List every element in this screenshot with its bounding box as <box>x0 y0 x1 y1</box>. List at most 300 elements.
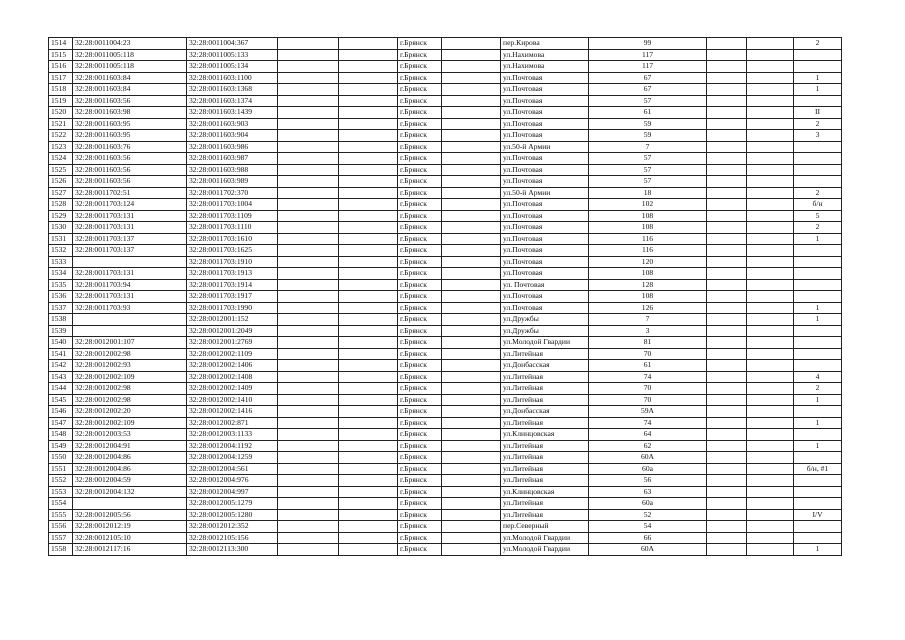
empty-cell <box>442 544 501 556</box>
row-number: 1555 <box>49 509 73 521</box>
city-cell: г.Брянск <box>398 452 442 464</box>
empty-cell <box>278 440 339 452</box>
cadastral-number: 32:28:0011603:903 <box>187 118 278 130</box>
city-cell: г.Брянск <box>398 302 442 314</box>
house-number-cell: 117 <box>589 61 707 73</box>
house-number-cell: 62 <box>589 440 707 452</box>
empty-cell <box>278 118 339 130</box>
table-row <box>49 417 842 429</box>
building-cell: 1 <box>794 302 842 314</box>
parent-cadastral-number: 32:28:0011005:118 <box>73 49 187 61</box>
city-cell: г.Брянск <box>398 544 442 556</box>
empty-cell <box>278 348 339 360</box>
street-cell: ул.Почтовая <box>501 210 589 222</box>
building-cell: 1 <box>794 394 842 406</box>
city-cell: г.Брянск <box>398 141 442 153</box>
building-cell: б/н <box>794 199 842 211</box>
row-number: 1537 <box>49 302 73 314</box>
empty-cell <box>339 256 398 268</box>
empty-cell <box>339 118 398 130</box>
empty-cell <box>707 475 747 487</box>
empty-cell <box>339 61 398 73</box>
building-cell: 1 <box>794 440 842 452</box>
empty-cell <box>707 141 747 153</box>
empty-cell <box>339 440 398 452</box>
empty-cell <box>707 498 747 510</box>
city-cell: г.Брянск <box>398 210 442 222</box>
row-number: 1526 <box>49 176 73 188</box>
parent-cadastral-number: 32:28:0012001:107 <box>73 337 187 349</box>
table-row <box>49 325 842 337</box>
street-cell: ул.Литейная <box>501 394 589 406</box>
street-cell: ул.Почтовая <box>501 153 589 165</box>
empty-cell <box>278 95 339 107</box>
house-number-cell: 60а <box>589 498 707 510</box>
city-cell: г.Брянск <box>398 49 442 61</box>
parent-cadastral-number: 32:28:0012004:86 <box>73 463 187 475</box>
parent-cadastral-number: 32:28:0011703:137 <box>73 233 187 245</box>
empty-cell <box>442 61 501 73</box>
empty-cell <box>442 452 501 464</box>
building-cell: 1 <box>794 417 842 429</box>
parent-cadastral-number: 32:28:0012004:59 <box>73 475 187 487</box>
row-number: 1515 <box>49 49 73 61</box>
house-number-cell: 128 <box>589 279 707 291</box>
empty-cell <box>278 176 339 188</box>
row-number: 1536 <box>49 291 73 303</box>
building-cell: б/н, #1 <box>794 463 842 475</box>
city-cell: г.Брянск <box>398 475 442 487</box>
empty-cell <box>747 153 794 165</box>
street-cell: пер.Северный <box>501 521 589 533</box>
table-row <box>49 337 842 349</box>
empty-cell <box>442 268 501 280</box>
building-cell: 5 <box>794 210 842 222</box>
cadastral-number: 32:28:0012005:1280 <box>187 509 278 521</box>
row-number: 1522 <box>49 130 73 142</box>
building-cell <box>794 291 842 303</box>
table-row <box>49 141 842 153</box>
row-number: 1534 <box>49 268 73 280</box>
empty-cell <box>442 429 501 441</box>
house-number-cell: 70 <box>589 348 707 360</box>
empty-cell <box>707 394 747 406</box>
cadastral-number: 32:28:0012012:352 <box>187 521 278 533</box>
empty-cell <box>747 118 794 130</box>
parent-cadastral-number: 32:28:0012105:10 <box>73 532 187 544</box>
empty-cell <box>278 187 339 199</box>
empty-cell <box>747 210 794 222</box>
street-cell: ул.50-й Армии <box>501 141 589 153</box>
building-cell: 2 <box>794 222 842 234</box>
house-number-cell: 117 <box>589 49 707 61</box>
row-number: 1517 <box>49 72 73 84</box>
row-number: 1527 <box>49 187 73 199</box>
row-number: 1545 <box>49 394 73 406</box>
row-number: 1553 <box>49 486 73 498</box>
empty-cell <box>278 544 339 556</box>
house-number-cell: 81 <box>589 337 707 349</box>
table-row <box>49 509 842 521</box>
house-number-cell: 108 <box>589 268 707 280</box>
cadastral-number: 32:28:0011703:1914 <box>187 279 278 291</box>
empty-cell <box>278 268 339 280</box>
house-number-cell: 108 <box>589 291 707 303</box>
cadastral-number: 32:28:0012004:561 <box>187 463 278 475</box>
registry-table <box>48 37 842 556</box>
empty-cell <box>442 406 501 418</box>
building-cell <box>794 49 842 61</box>
empty-cell <box>747 452 794 464</box>
street-cell: ул.Почтовая <box>501 291 589 303</box>
empty-cell <box>747 176 794 188</box>
empty-cell <box>442 302 501 314</box>
empty-cell <box>707 279 747 291</box>
empty-cell <box>278 486 339 498</box>
empty-cell <box>339 406 398 418</box>
empty-cell <box>339 302 398 314</box>
parent-cadastral-number: 32:28:0012002:98 <box>73 348 187 360</box>
empty-cell <box>442 38 501 50</box>
city-cell: г.Брянск <box>398 279 442 291</box>
parent-cadastral-number <box>73 498 187 510</box>
building-cell <box>794 325 842 337</box>
parent-cadastral-number: 32:28:0011603:84 <box>73 72 187 84</box>
parent-cadastral-number: 32:28:0011005:118 <box>73 61 187 73</box>
empty-cell <box>339 325 398 337</box>
table-row <box>49 38 842 50</box>
empty-cell <box>747 84 794 96</box>
empty-cell <box>747 222 794 234</box>
street-cell: ул.Литейная <box>501 475 589 487</box>
empty-cell <box>707 118 747 130</box>
parent-cadastral-number: 32:28:0012004:132 <box>73 486 187 498</box>
cadastral-number: 32:28:0011004:367 <box>187 38 278 50</box>
empty-cell <box>707 417 747 429</box>
empty-cell <box>278 371 339 383</box>
empty-cell <box>278 498 339 510</box>
cadastral-number: 32:28:0012002:1406 <box>187 360 278 372</box>
empty-cell <box>747 268 794 280</box>
house-number-cell: 60А <box>589 452 707 464</box>
parent-cadastral-number: 32:28:0011703:131 <box>73 210 187 222</box>
city-cell: г.Брянск <box>398 222 442 234</box>
house-number-cell: 99 <box>589 38 707 50</box>
empty-cell <box>339 72 398 84</box>
table-body <box>49 38 842 556</box>
cadastral-number: 32:28:0012002:871 <box>187 417 278 429</box>
table-row <box>49 360 842 372</box>
empty-cell <box>442 314 501 326</box>
empty-cell <box>278 107 339 119</box>
street-cell: ул.Литейная <box>501 383 589 395</box>
table-row <box>49 187 842 199</box>
empty-cell <box>442 475 501 487</box>
empty-cell <box>339 210 398 222</box>
empty-cell <box>339 268 398 280</box>
empty-cell <box>278 452 339 464</box>
empty-cell <box>747 544 794 556</box>
empty-cell <box>747 475 794 487</box>
empty-cell <box>278 199 339 211</box>
row-number: 1525 <box>49 164 73 176</box>
empty-cell <box>339 199 398 211</box>
parent-cadastral-number: 32:28:0011603:76 <box>73 141 187 153</box>
empty-cell <box>707 440 747 452</box>
empty-cell <box>707 95 747 107</box>
cadastral-number: 32:28:0011005:134 <box>187 61 278 73</box>
empty-cell <box>278 49 339 61</box>
empty-cell <box>278 84 339 96</box>
empty-cell <box>747 141 794 153</box>
parent-cadastral-number: 32:28:0011603:56 <box>73 164 187 176</box>
cadastral-number: 32:28:0012003:1133 <box>187 429 278 441</box>
building-cell <box>794 245 842 257</box>
city-cell: г.Брянск <box>398 498 442 510</box>
street-cell: ул.Литейная <box>501 417 589 429</box>
parent-cadastral-number: 32:28:0012117:16 <box>73 544 187 556</box>
empty-cell <box>278 417 339 429</box>
street-cell: ул.Литейная <box>501 371 589 383</box>
empty-cell <box>339 291 398 303</box>
city-cell: г.Брянск <box>398 463 442 475</box>
empty-cell <box>339 360 398 372</box>
street-cell: ул.Литейная <box>501 498 589 510</box>
empty-cell <box>707 463 747 475</box>
parent-cadastral-number: 32:28:0011004:23 <box>73 38 187 50</box>
table-row <box>49 95 842 107</box>
empty-cell <box>278 153 339 165</box>
parent-cadastral-number: 32:28:0012012:19 <box>73 521 187 533</box>
cadastral-number: 32:28:0012002:1416 <box>187 406 278 418</box>
cadastral-number: 32:28:0011603:1368 <box>187 84 278 96</box>
empty-cell <box>442 245 501 257</box>
building-cell <box>794 475 842 487</box>
street-cell: ул.Почтовая <box>501 222 589 234</box>
parent-cadastral-number: 32:28:0012002:109 <box>73 371 187 383</box>
house-number-cell: 67 <box>589 84 707 96</box>
empty-cell <box>747 440 794 452</box>
house-number-cell: 108 <box>589 222 707 234</box>
street-cell: ул.Донбасская <box>501 406 589 418</box>
house-number-cell: 52 <box>589 509 707 521</box>
row-number: 1521 <box>49 118 73 130</box>
empty-cell <box>339 176 398 188</box>
empty-cell <box>707 544 747 556</box>
cadastral-number: 32:28:0012002:1109 <box>187 348 278 360</box>
cadastral-number: 32:28:0011703:1910 <box>187 256 278 268</box>
empty-cell <box>339 452 398 464</box>
building-cell <box>794 360 842 372</box>
parent-cadastral-number: 32:28:0011703:93 <box>73 302 187 314</box>
empty-cell <box>747 61 794 73</box>
building-cell: 2 <box>794 38 842 50</box>
empty-cell <box>339 279 398 291</box>
row-number: 1539 <box>49 325 73 337</box>
city-cell: г.Брянск <box>398 233 442 245</box>
empty-cell <box>442 153 501 165</box>
building-cell: II <box>794 107 842 119</box>
table-row <box>49 544 842 556</box>
empty-cell <box>707 383 747 395</box>
empty-cell <box>707 164 747 176</box>
empty-cell <box>339 38 398 50</box>
street-cell: ул.Нахимова <box>501 61 589 73</box>
empty-cell <box>278 360 339 372</box>
city-cell: г.Брянск <box>398 118 442 130</box>
street-cell: ул.Молодой Гвардии <box>501 544 589 556</box>
street-cell: ул.Почтовая <box>501 130 589 142</box>
table-row <box>49 84 842 96</box>
cadastral-number: 32:28:0011703:1110 <box>187 222 278 234</box>
city-cell: г.Брянск <box>398 532 442 544</box>
parent-cadastral-number <box>73 325 187 337</box>
building-cell: 1 <box>794 84 842 96</box>
building-cell: 1 <box>794 233 842 245</box>
empty-cell <box>278 394 339 406</box>
city-cell: г.Брянск <box>398 429 442 441</box>
table-row <box>49 314 842 326</box>
empty-cell <box>707 406 747 418</box>
empty-cell <box>707 486 747 498</box>
empty-cell <box>278 210 339 222</box>
table-row <box>49 440 842 452</box>
empty-cell <box>747 509 794 521</box>
cadastral-number: 32:28:0011703:1610 <box>187 233 278 245</box>
row-number: 1552 <box>49 475 73 487</box>
building-cell: I/V <box>794 509 842 521</box>
empty-cell <box>442 521 501 533</box>
city-cell: г.Брянск <box>398 107 442 119</box>
row-number: 1558 <box>49 544 73 556</box>
house-number-cell: 108 <box>589 210 707 222</box>
empty-cell <box>278 61 339 73</box>
parent-cadastral-number: 32:28:0012004:91 <box>73 440 187 452</box>
city-cell: г.Брянск <box>398 268 442 280</box>
row-number: 1524 <box>49 153 73 165</box>
table-row <box>49 498 842 510</box>
parent-cadastral-number: 32:28:0011603:56 <box>73 176 187 188</box>
row-number: 1549 <box>49 440 73 452</box>
building-cell <box>794 61 842 73</box>
empty-cell <box>747 532 794 544</box>
house-number-cell: 7 <box>589 314 707 326</box>
empty-cell <box>442 130 501 142</box>
cadastral-number: 32:28:0011603:1439 <box>187 107 278 119</box>
street-cell: ул.Литейная <box>501 440 589 452</box>
building-cell <box>794 498 842 510</box>
building-cell: 1 <box>794 72 842 84</box>
empty-cell <box>707 233 747 245</box>
row-number: 1530 <box>49 222 73 234</box>
empty-cell <box>747 164 794 176</box>
empty-cell <box>339 371 398 383</box>
city-cell: г.Брянск <box>398 314 442 326</box>
empty-cell <box>707 187 747 199</box>
empty-cell <box>707 452 747 464</box>
building-cell <box>794 256 842 268</box>
empty-cell <box>747 371 794 383</box>
row-number: 1532 <box>49 245 73 257</box>
row-number: 1528 <box>49 199 73 211</box>
building-cell <box>794 176 842 188</box>
table-row <box>49 72 842 84</box>
street-cell: ул.Литейная <box>501 452 589 464</box>
cadastral-number: 32:28:0012004:976 <box>187 475 278 487</box>
row-number: 1546 <box>49 406 73 418</box>
empty-cell <box>278 38 339 50</box>
empty-cell <box>707 107 747 119</box>
building-cell <box>794 153 842 165</box>
empty-cell <box>442 118 501 130</box>
city-cell: г.Брянск <box>398 348 442 360</box>
city-cell: г.Брянск <box>398 256 442 268</box>
cadastral-number: 32:28:0012002:1408 <box>187 371 278 383</box>
empty-cell <box>747 383 794 395</box>
empty-cell <box>339 498 398 510</box>
house-number-cell: 57 <box>589 176 707 188</box>
house-number-cell: 18 <box>589 187 707 199</box>
street-cell: ул.Почтовая <box>501 268 589 280</box>
cadastral-number: 32:28:0011703:1109 <box>187 210 278 222</box>
house-number-cell: 64 <box>589 429 707 441</box>
empty-cell <box>442 509 501 521</box>
empty-cell <box>278 279 339 291</box>
empty-cell <box>339 130 398 142</box>
empty-cell <box>442 394 501 406</box>
table-row <box>49 245 842 257</box>
empty-cell <box>339 486 398 498</box>
empty-cell <box>747 107 794 119</box>
empty-cell <box>707 360 747 372</box>
empty-cell <box>707 222 747 234</box>
cadastral-number: 32:28:0012004:1192 <box>187 440 278 452</box>
cadastral-number: 32:28:0011603:988 <box>187 164 278 176</box>
empty-cell <box>747 130 794 142</box>
empty-cell <box>339 463 398 475</box>
empty-cell <box>278 429 339 441</box>
row-number: 1551 <box>49 463 73 475</box>
table-row <box>49 256 842 268</box>
row-number: 1538 <box>49 314 73 326</box>
street-cell: ул.Дружбы <box>501 314 589 326</box>
empty-cell <box>278 233 339 245</box>
table-row <box>49 118 842 130</box>
city-cell: г.Брянск <box>398 84 442 96</box>
street-cell: ул.Литейная <box>501 509 589 521</box>
table-row <box>49 268 842 280</box>
empty-cell <box>707 325 747 337</box>
empty-cell <box>442 337 501 349</box>
empty-cell <box>707 84 747 96</box>
house-number-cell: 60а <box>589 463 707 475</box>
empty-cell <box>339 222 398 234</box>
empty-cell <box>442 233 501 245</box>
parent-cadastral-number <box>73 256 187 268</box>
empty-cell <box>747 498 794 510</box>
empty-cell <box>747 360 794 372</box>
city-cell: г.Брянск <box>398 291 442 303</box>
parent-cadastral-number: 32:28:0011703:131 <box>73 268 187 280</box>
empty-cell <box>747 72 794 84</box>
empty-cell <box>707 348 747 360</box>
empty-cell <box>442 107 501 119</box>
house-number-cell: 70 <box>589 383 707 395</box>
empty-cell <box>442 532 501 544</box>
empty-cell <box>339 84 398 96</box>
empty-cell <box>707 49 747 61</box>
empty-cell <box>747 325 794 337</box>
